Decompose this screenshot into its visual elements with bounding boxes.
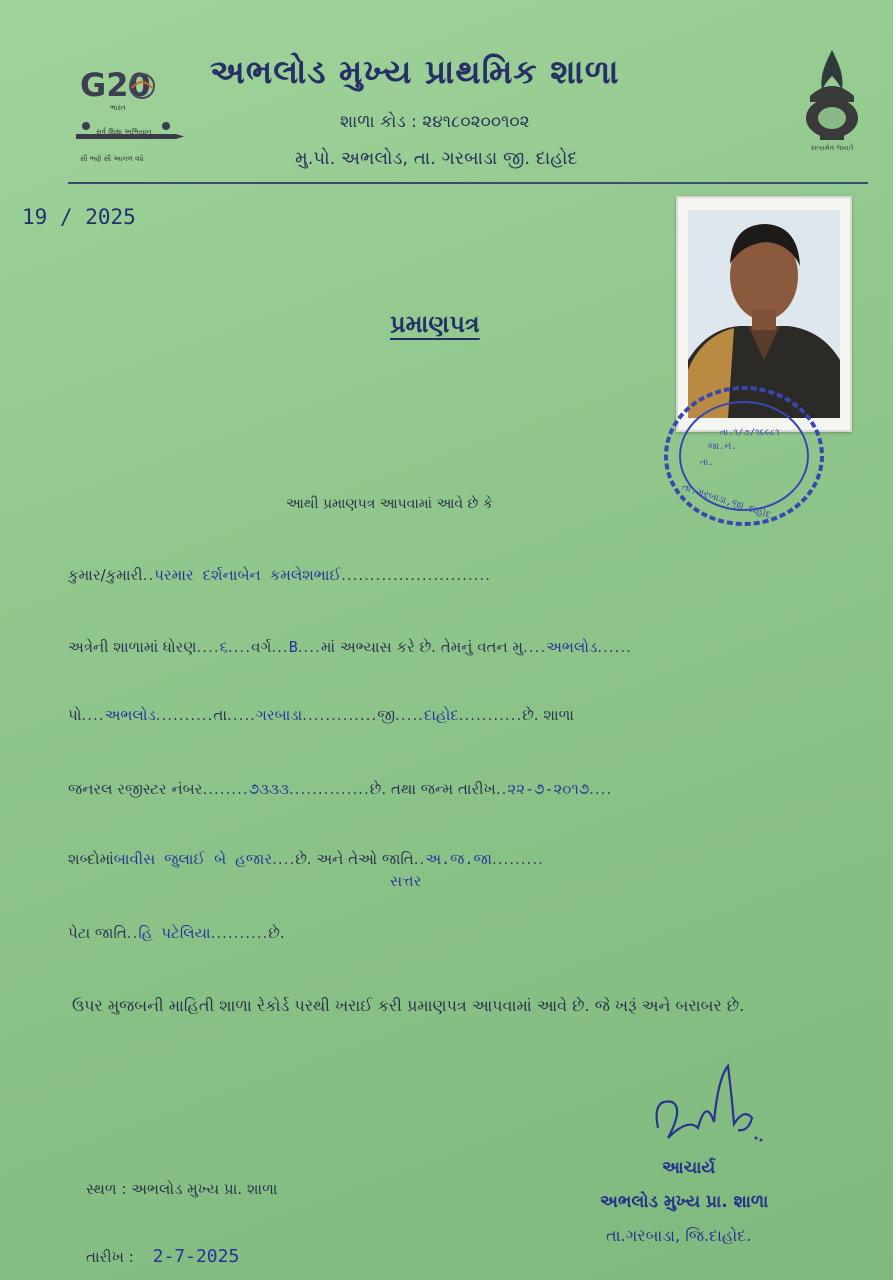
form-line-register: જનરલ રજીસ્ટર નંબર........૭૩૩૩..............છે. તથા જન્મ તારીખ..૨૨-૭-૨૦૧૭.... <box>68 780 613 798</box>
header-divider <box>68 182 868 184</box>
taluka-label: તા <box>213 706 228 724</box>
principal-title: આચાર્ય <box>662 1158 716 1178</box>
form-line-subcaste: પેટા જાતિ..હિ પટેલિયા..........છે. <box>68 924 285 942</box>
form-line-words: શબ્દોમાંબાવીસ જુલાઈ બે હજાર....છે. અને તેઓ જાતિ..અ.જ.જા......... <box>68 850 544 868</box>
village-value: અભલોડ <box>546 638 598 656</box>
g20-logo <box>70 62 188 172</box>
emblem-icon <box>800 46 864 142</box>
district-label: જી <box>377 706 396 724</box>
emblem-caption: સત્યમેવ જયતે <box>810 144 854 152</box>
school-code: શાળા કોડ : ૨૪૧૮૦૨૦૦૧૦૨ <box>340 112 530 132</box>
stamp-line1: તા.૧/૭/૧૯૯૮૧ <box>720 428 780 438</box>
place-line: સ્થળ : અભલોડ મુખ્ય પ્રા. શાળા <box>86 1180 278 1198</box>
handwritten-date: 19 / 2025 <box>22 205 136 229</box>
stamp-line4: તા.ગરબાડા,જી.દાહોદ <box>680 481 773 522</box>
caste-value: અ.જ.જા <box>425 850 492 868</box>
date-label: તારીખ : <box>86 1248 134 1266</box>
class-label: વર્ગ <box>251 638 272 656</box>
certificate-intro: આથી પ્રમાણપત્ર આપવામાં આવે છે કે <box>286 496 493 512</box>
declaration-text: ઉપર મુજબની માહિતી શાળા રેકોર્ડ પરથી ખરાઈ કરી પ્રમાણપત્ર આપવામાં આવે છે. જે ખરૂં અને બરાબર છે. <box>72 996 745 1015</box>
district-value: દાહોદ <box>423 706 459 724</box>
birthdate-words: બાવીસ જુલાઈ બે હજાર <box>113 850 273 868</box>
address-end: છે. શાળા <box>522 706 574 724</box>
name-label: કુમાર/કુમારી <box>68 566 143 584</box>
certificate-heading: પ્રમાણપત્ર <box>390 310 480 338</box>
birthdate-words-continued: સત્તર <box>390 872 422 890</box>
subcaste-value: હિ પટેલિયા <box>138 924 211 942</box>
birthdate-value: ૨૨-૭-૨૦૧૭ <box>507 780 590 798</box>
class-value: B <box>288 638 298 656</box>
po-value: અભલોડ <box>104 706 156 724</box>
form-line-address: પો....અભલોડ..........તા.....ગરબાડા.............જી.....દાહોદ...........છે. શાળા <box>68 706 574 724</box>
taluka-value: ગરબાડા <box>255 706 303 724</box>
name-value: પરમાર દર્શનાબેન કમલેશભાઈ <box>154 566 342 584</box>
standard-label: અત્રેની શાળામાં ધોરણ <box>68 638 197 656</box>
words-mid: છે. અને તેઓ જાતિ <box>295 850 414 868</box>
standard-mid: માં અભ્યાસ કરે છે. તેમનું વતન મુ <box>320 638 524 656</box>
taluka-stamp: તા.ગરબાડા, જિ.દાહોદ. <box>606 1226 752 1245</box>
form-line-name: કુમાર/કુમારી..પરમાર દર્શનાબેન કમલેશભાઈ.......................... <box>68 566 492 584</box>
school-name: અભલોડ મુખ્ય પ્રાથમિક શાળા <box>210 52 620 91</box>
school-round-stamp <box>658 380 828 530</box>
date-line <box>86 1246 239 1267</box>
g20-logo-text: G20 <box>80 66 151 104</box>
register-label: જનરલ રજીસ્ટર નંબર <box>68 780 203 798</box>
subcaste-label: પેટા જાતિ <box>68 924 127 942</box>
lotus-globe-icon <box>128 72 156 100</box>
principal-signature <box>648 1058 768 1158</box>
signature-scribble-icon <box>648 1058 768 1158</box>
g20-line3: સૌ ભણે સૌ આગળ વધે <box>80 155 144 163</box>
date-value: 2-7-2025 <box>152 1246 240 1267</box>
words-label: શબ્દોમાં <box>68 850 114 868</box>
g20-line1: ભારત <box>110 104 126 112</box>
register-mid: છે. તથા જન્મ તારીખ <box>369 780 496 798</box>
school-stamp-name: અભલોડ મુખ્ય પ્રા. શાળા <box>600 1192 769 1212</box>
stamp-line2: જા.નં. <box>708 442 737 452</box>
form-line-standard: અત્રેની શાળામાં ધોરણ....૬....વર્ગ...B....માં અભ્યાસ કરે છે. તેમનું વતન મુ....અભલોડ...... <box>68 638 632 656</box>
g20-line2: સર્વ શિક્ષા અભિયાન <box>96 128 152 136</box>
standard-value: ૬ <box>219 638 229 656</box>
school-address: મુ.પો. અભલોડ, તા. ગરબાડા જી. દાહોદ <box>295 148 578 169</box>
government-emblem <box>800 46 864 164</box>
po-label: પો <box>68 706 82 724</box>
stamp-line3: તા. <box>700 458 714 468</box>
register-value: ૭૩૩૩ <box>248 780 289 798</box>
subcaste-end: છે. <box>268 924 285 942</box>
